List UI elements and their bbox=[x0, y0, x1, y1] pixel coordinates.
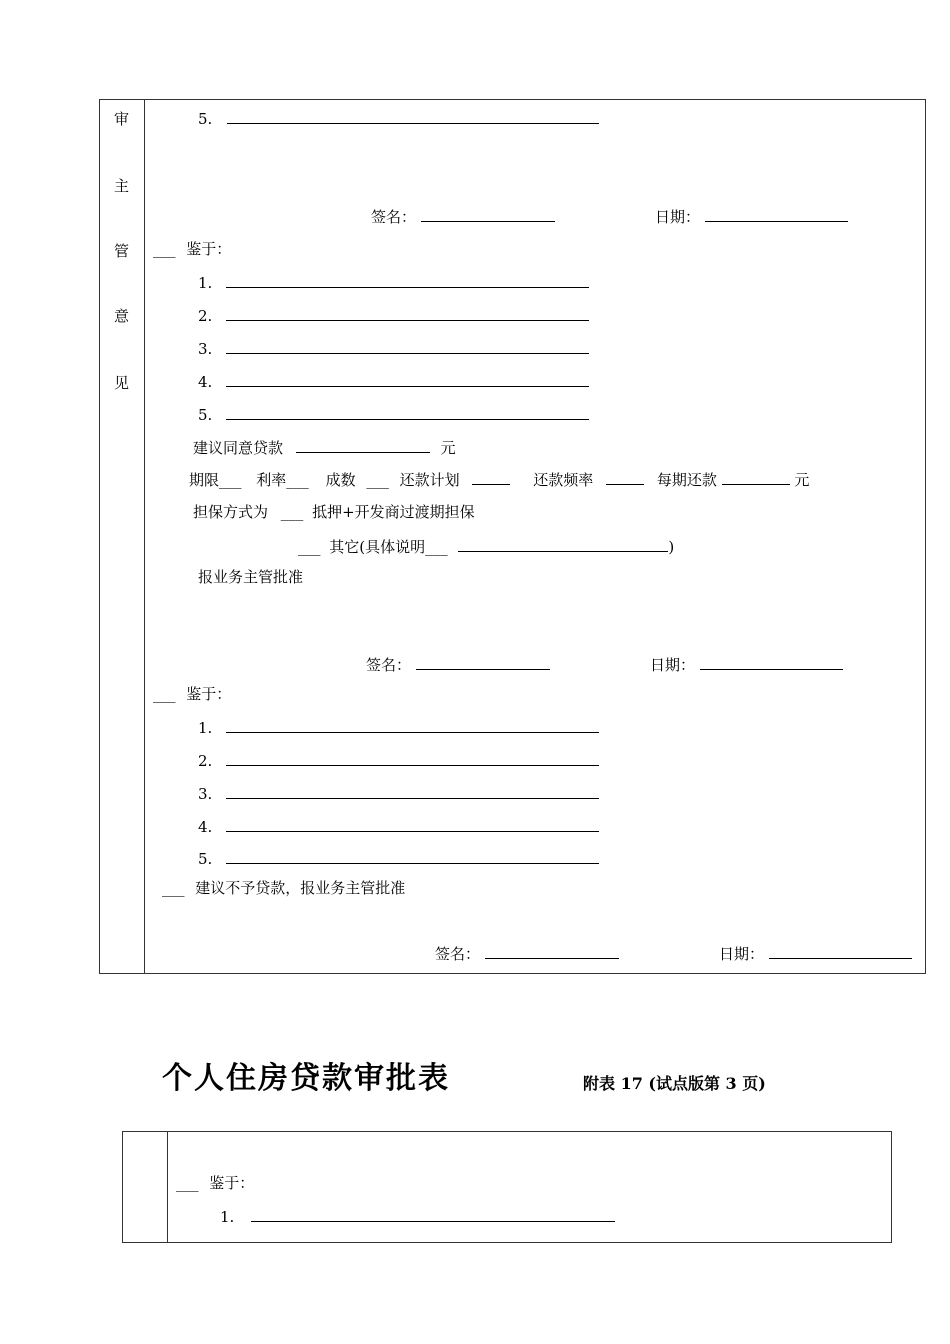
date-label: 日期： bbox=[650, 656, 696, 674]
loan-terms-row bbox=[189, 470, 809, 489]
monthly-field[interactable] bbox=[722, 470, 790, 485]
yuan-label: 元 bbox=[440, 439, 456, 457]
freq-field[interactable] bbox=[606, 470, 644, 485]
guarantee-row bbox=[193, 503, 475, 521]
jianyu-row bbox=[153, 240, 231, 258]
signature-row bbox=[435, 944, 619, 963]
item-number: 1. bbox=[198, 274, 213, 292]
freq-label: 还款频率 bbox=[533, 471, 594, 489]
date-field[interactable] bbox=[705, 207, 848, 222]
sign-field[interactable] bbox=[485, 944, 619, 959]
fill-line[interactable] bbox=[226, 849, 599, 864]
item-number: 2. bbox=[198, 752, 213, 770]
reject-label: 建议不予贷款，报业务主管批准 bbox=[195, 879, 406, 897]
fill-line[interactable] bbox=[251, 1207, 615, 1222]
ratio-label: 成数 bbox=[325, 471, 356, 489]
list-item bbox=[198, 817, 599, 836]
loan-amount-field[interactable] bbox=[296, 438, 430, 453]
table-divider-top bbox=[144, 99, 145, 974]
rate-field[interactable]: 利率___ bbox=[256, 471, 309, 489]
sidebar-char-4: 意 bbox=[113, 307, 129, 325]
guarantee-other-row bbox=[298, 537, 674, 556]
sign-field[interactable] bbox=[421, 207, 555, 222]
plan-field[interactable] bbox=[472, 470, 510, 485]
report-text: 报业务主管批准 bbox=[198, 568, 304, 586]
date-field[interactable] bbox=[700, 655, 843, 670]
list-item bbox=[198, 372, 589, 391]
yuan-label: 元 bbox=[794, 471, 810, 489]
date-field[interactable] bbox=[769, 944, 912, 959]
sign-field[interactable] bbox=[416, 655, 550, 670]
check-blank[interactable]: ___ bbox=[153, 685, 176, 703]
item-number: 4. bbox=[198, 373, 213, 391]
monthly-label: 每期还款 bbox=[656, 471, 717, 489]
fill-line[interactable] bbox=[226, 751, 599, 766]
guarantee-other-field[interactable] bbox=[458, 537, 668, 552]
fill-line[interactable] bbox=[227, 109, 599, 124]
jianyu-row bbox=[153, 685, 231, 703]
list-item bbox=[198, 784, 599, 803]
list-item bbox=[198, 273, 589, 292]
date-label: 日期： bbox=[655, 208, 701, 226]
signature-row bbox=[366, 655, 550, 674]
loan-label: 建议同意贷款 bbox=[193, 439, 284, 457]
fill-line[interactable] bbox=[226, 784, 599, 799]
list-item bbox=[220, 1207, 615, 1226]
date-row bbox=[655, 207, 848, 226]
list-item bbox=[198, 109, 599, 128]
item-number: 5. bbox=[198, 406, 213, 424]
list-item bbox=[198, 306, 589, 325]
jianyu-label: 鉴于： bbox=[209, 1174, 255, 1192]
item-number: 4. bbox=[198, 818, 213, 836]
sign-label: 签名： bbox=[435, 945, 481, 963]
ratio-field[interactable]: ___ bbox=[366, 471, 389, 489]
loan-amount-row bbox=[193, 438, 456, 457]
fill-line[interactable] bbox=[226, 306, 589, 321]
date-label: 日期： bbox=[719, 945, 765, 963]
list-item bbox=[198, 718, 599, 737]
item-number: 5. bbox=[198, 110, 213, 128]
list-item bbox=[198, 849, 599, 868]
plan-label: 还款计划 bbox=[399, 471, 460, 489]
item-number: 1. bbox=[220, 1208, 235, 1226]
date-row bbox=[650, 655, 843, 674]
date-row bbox=[719, 944, 912, 963]
list-item bbox=[198, 339, 589, 358]
page-title: 个人住房贷款审批表 bbox=[162, 1061, 450, 1096]
jianyu-row bbox=[176, 1174, 254, 1192]
guarantee-opt1-label: 抵押+开发商过渡期担保 bbox=[312, 503, 475, 521]
sign-label: 签名： bbox=[366, 656, 412, 674]
fill-line[interactable] bbox=[226, 273, 589, 288]
check-blank[interactable]: ___ bbox=[176, 1174, 199, 1192]
guarantee-opt2-label: 其它(具体说明___ bbox=[329, 538, 448, 556]
fill-line[interactable] bbox=[226, 405, 589, 420]
list-item bbox=[198, 751, 599, 770]
list-item bbox=[198, 405, 589, 424]
item-number: 5. bbox=[198, 850, 213, 868]
signature-row bbox=[371, 207, 555, 226]
reject-check[interactable]: ___ bbox=[162, 879, 185, 897]
sidebar-char-3: 管 bbox=[113, 242, 129, 260]
jianyu-label: 鉴于： bbox=[186, 240, 232, 258]
close-paren: ) bbox=[668, 538, 675, 556]
fill-line[interactable] bbox=[226, 817, 599, 832]
fill-line[interactable] bbox=[226, 339, 589, 354]
sidebar-char-2: 主 bbox=[113, 177, 129, 195]
check-blank[interactable]: ___ bbox=[153, 240, 176, 258]
reject-row bbox=[162, 879, 405, 897]
jianyu-label: 鉴于： bbox=[186, 685, 232, 703]
fill-line[interactable] bbox=[226, 718, 599, 733]
page-subtitle: 附表 17 (试点版第 3 页) bbox=[583, 1074, 766, 1093]
item-number: 3. bbox=[198, 785, 213, 803]
item-number: 3. bbox=[198, 340, 213, 358]
item-number: 1. bbox=[198, 719, 213, 737]
fill-line[interactable] bbox=[226, 372, 589, 387]
guarantee-opt2-check[interactable]: ___ bbox=[298, 538, 321, 556]
guarantee-label: 担保方式为 bbox=[193, 503, 269, 521]
guarantee-opt1-check[interactable]: ___ bbox=[280, 503, 304, 521]
item-number: 2. bbox=[198, 307, 213, 325]
sign-label: 签名： bbox=[371, 208, 417, 226]
sidebar-char-1: 审 bbox=[113, 110, 129, 128]
table-divider-bottom bbox=[167, 1131, 168, 1243]
term-field[interactable]: 期限___ bbox=[189, 471, 242, 489]
sidebar-char-5: 见 bbox=[113, 374, 129, 392]
